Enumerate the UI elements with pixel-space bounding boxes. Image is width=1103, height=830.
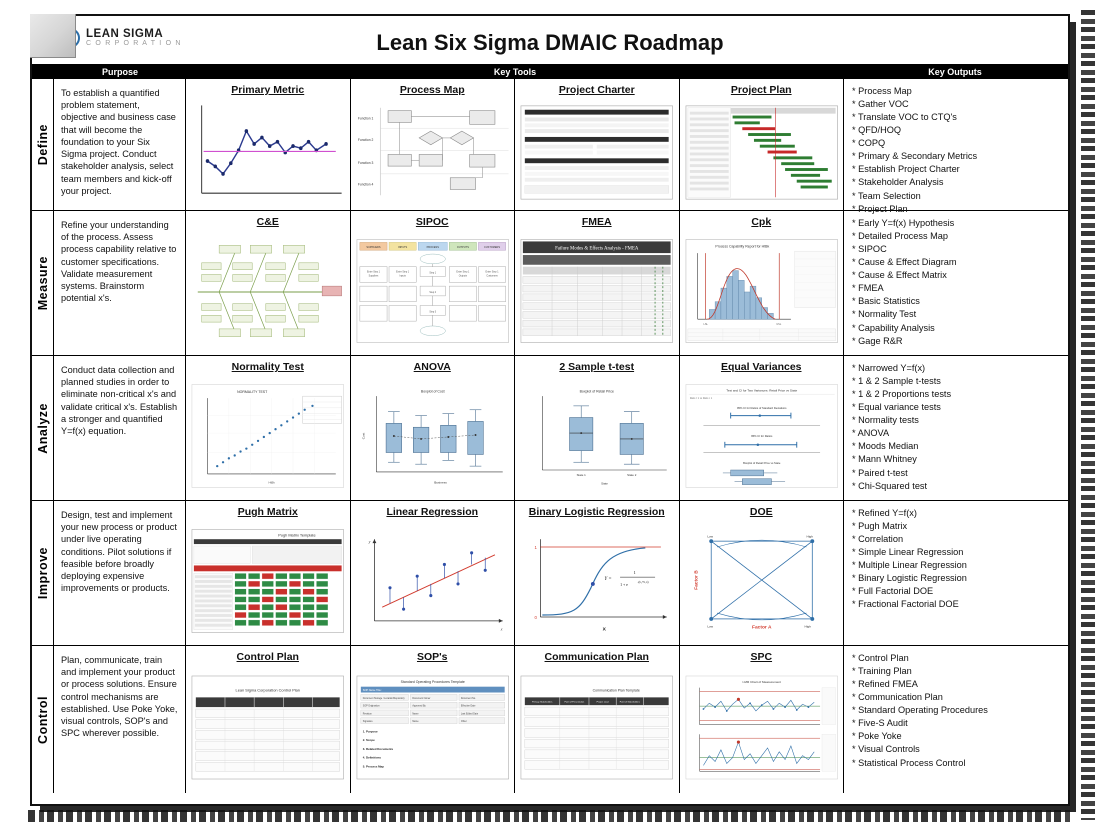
anova-boxplot	[355, 376, 511, 496]
svg-text:Document Owner: Document Owner	[411, 697, 430, 700]
svg-text:State: State	[601, 481, 608, 486]
svg-text:Enter Step 1: Enter Step 1	[485, 271, 499, 274]
logo-subtitle: C O R P O R A T I O N	[86, 40, 182, 48]
output-item: * QFD/HOQ	[852, 125, 902, 136]
tool-cpk[interactable]	[680, 211, 845, 355]
output-item: * Cause & Effect Diagram	[852, 257, 957, 268]
svg-text:Function 1: Function 1	[357, 116, 373, 121]
svg-text:Primary Stakeholders: Primary Stakeholders	[532, 701, 553, 704]
project-plan-gantt	[684, 99, 840, 206]
output-item: * Process Map	[852, 86, 912, 96]
svg-text:USL: USL	[775, 323, 781, 327]
tool-title: Pugh Matrix	[237, 506, 298, 518]
output-item: * Pugh Matrix	[852, 521, 908, 532]
tool-title: SOP's	[416, 651, 448, 663]
linear-regression-plot	[355, 521, 511, 641]
svg-text:Step 1: Step 1	[428, 272, 436, 275]
tool-title: 2 Sample t-test	[559, 361, 635, 373]
tool-pugh-matrix[interactable]	[186, 501, 351, 645]
equal-variances-report	[684, 376, 840, 496]
output-item: * Narrowed Y=f(x)	[852, 363, 926, 373]
column-header-key-tools: Key Tools	[493, 66, 537, 77]
svg-text:Process Capability Report for: Process Capability Report for HtBk	[714, 244, 769, 249]
output-item: * Standard Operating Procedures	[852, 705, 988, 716]
svg-text:1 + e: 1 + e	[620, 582, 628, 587]
phase-label-analyze: Analyze	[32, 356, 54, 500]
output-item: * Normality tests	[852, 415, 919, 426]
tool-title: C&E	[256, 216, 279, 228]
tool-anova[interactable]	[351, 356, 516, 500]
column-header-purpose: Purpose	[101, 66, 138, 77]
output-item: * Statistical Process Control	[852, 757, 966, 768]
tool-title: Process Map	[399, 84, 465, 96]
output-item: * Simple Linear Regression	[852, 547, 964, 558]
output-item: * Equal variance tests	[852, 402, 941, 413]
output-item: * Early Y=f(x) Hypothesis	[852, 218, 955, 228]
tool-primary-metric[interactable]	[186, 79, 351, 210]
tool-control-plan[interactable]	[186, 646, 351, 793]
tool-communication-plan[interactable]	[515, 646, 680, 793]
svg-text:Communication Plan Template: Communication Plan Template	[592, 688, 640, 693]
output-item: * Detailed Process Map	[852, 231, 949, 242]
tool-project-plan[interactable]	[680, 79, 845, 210]
svg-text:OUTPUTS: OUTPUTS	[456, 245, 469, 249]
svg-text:Point of Stakeholders: Point of Stakeholders	[619, 701, 640, 704]
svg-text:Other: Other	[460, 721, 467, 724]
output-item: * Full Factorial DOE	[852, 586, 934, 597]
svg-text:Ratio = 1 vs Ratio ≠ 1: Ratio = 1 vs Ratio ≠ 1	[689, 398, 712, 401]
logo-title: LEAN SIGMA	[86, 28, 164, 41]
svg-text:1. Purpose: 1. Purpose	[362, 729, 378, 734]
svg-text:Outputs: Outputs	[458, 275, 467, 278]
svg-text:Business: Business	[433, 480, 447, 485]
output-item: * Team Selection	[852, 190, 921, 201]
normality-probability-plot	[190, 376, 346, 496]
tool-title: SPC	[750, 651, 773, 663]
output-item: * Translate VOC to CTQ's	[852, 112, 957, 123]
tool-title: Binary Logistic Regression	[528, 506, 665, 518]
tool-title: Communication Plan	[544, 651, 649, 663]
tool-title: Linear Regression	[386, 506, 479, 518]
output-item: * Primary & Secondary Metrics	[852, 151, 978, 162]
tool-title: Equal Variances	[720, 361, 802, 373]
output-item: * Refined Y=f(x)	[852, 508, 917, 518]
output-item: * Gather VOC	[852, 99, 909, 110]
svg-text:Signature: Signature	[362, 721, 373, 724]
svg-text:Document No.: Document No.	[460, 697, 476, 700]
svg-text:High: High	[804, 624, 811, 629]
svg-text:Test and CI for Two Variances:: Test and CI for Two Variances: Retail Price vs State	[725, 388, 797, 393]
svg-text:Cost: Cost	[361, 432, 366, 440]
outputs-analyze	[844, 356, 1066, 500]
doe-cube-plot	[684, 521, 840, 641]
output-item: * COPQ	[852, 138, 886, 149]
svg-text:HtBk: HtBk	[268, 480, 275, 485]
tool-title: Normality Test	[231, 361, 304, 373]
roadmap-row-analyze	[32, 356, 1068, 501]
output-item: * 1 & 2 Proportions tests	[852, 389, 952, 400]
spc-imr-chart	[684, 666, 840, 789]
output-item: * Capability Analysis	[852, 322, 935, 333]
output-item: * Multiple Linear Regression	[852, 560, 967, 571]
logistic-curve-plot	[519, 521, 675, 641]
torn-edge-right	[1081, 10, 1095, 820]
output-item: * SIPOC	[852, 244, 887, 255]
output-item: * Moods Median	[852, 441, 919, 452]
output-item: * Establish Project Charter	[852, 164, 960, 175]
outputs-control	[844, 646, 1066, 793]
output-item: * Chi-Squared test	[852, 480, 928, 491]
purpose-analyze: Conduct data collection and planned studies in order to eliminate non-critical x's and validate critical x's. Establish a stronger and quantified Y=f(x) equation.	[54, 356, 186, 500]
phase-label-improve: Improve	[32, 501, 54, 645]
svg-text:Boxplot of Cost: Boxplot of Cost	[420, 389, 445, 394]
tool-title: FMEA	[581, 216, 612, 228]
roadmap-sheet	[30, 14, 1070, 806]
output-item: * Gage R&R	[852, 335, 903, 346]
tool-spc[interactable]	[680, 646, 845, 793]
svg-text:Low: Low	[706, 624, 713, 629]
svg-text:Enter Step 1: Enter Step 1	[395, 271, 409, 274]
project-charter-doc	[519, 99, 675, 206]
page-corner-fold	[30, 14, 76, 58]
output-item: * ANOVA	[852, 428, 890, 439]
svg-text:Enter Step 1: Enter Step 1	[366, 271, 380, 274]
tool-doe[interactable]	[680, 501, 845, 645]
roadmap-row-improve	[32, 501, 1068, 646]
tool-title: Primary Metric	[231, 84, 305, 96]
svg-text:State 2: State 2	[627, 472, 637, 477]
cpk-capability-report	[684, 231, 840, 351]
purpose-measure: Refine your understanding of the process. Assess process capability relative to customer specifications. Validate measurement systems. Brainstorm potential x's.	[54, 211, 186, 355]
tool-equal-variances[interactable]	[680, 356, 845, 500]
svg-text:x: x	[500, 627, 503, 632]
svg-text:0: 0	[534, 614, 537, 620]
tool-sops[interactable]	[351, 646, 516, 793]
roadmap-row-define	[32, 79, 1068, 214]
svg-text:INPUTS: INPUTS	[397, 245, 407, 249]
tool-title: Project Plan	[730, 84, 792, 96]
output-item: * 1 & 2 Sample t-tests	[852, 376, 941, 387]
communication-plan-doc	[519, 666, 675, 789]
phase-label-define: Define	[32, 79, 54, 210]
header	[32, 16, 1068, 64]
output-item: * Five-S Audit	[852, 718, 908, 729]
roadmap-row-measure	[32, 211, 1068, 356]
svg-text:Inputs: Inputs	[398, 275, 406, 278]
column-header-key-outputs: Key Outputs	[928, 66, 982, 77]
pugh-matrix-table	[190, 521, 346, 641]
primary-metric-chart	[190, 99, 346, 206]
svg-text:Step 2: Step 2	[428, 291, 436, 294]
svg-text:Lean Sigma Corporation Control: Lean Sigma Corporation Control Plan	[235, 687, 300, 693]
svg-text:Standard Operating Procedures: Standard Operating Procedures Template	[400, 679, 465, 684]
svg-text:High: High	[805, 534, 813, 539]
output-item: * Fractional Factorial DOE	[852, 599, 959, 610]
output-item: * Binary Logistic Regression	[852, 573, 967, 584]
svg-text:Factor A: Factor A	[751, 625, 771, 631]
output-item: * Correlation	[852, 534, 904, 545]
svg-text:Revision: Revision	[362, 713, 372, 716]
tool-title: ANOVA	[413, 361, 451, 373]
svg-text:-(b₀+b₁x): -(b₀+b₁x)	[637, 579, 649, 584]
output-item: * Visual Controls	[852, 744, 920, 755]
tool-cause-and-effect[interactable]	[186, 211, 351, 355]
svg-text:State 1: State 1	[576, 472, 586, 477]
svg-text:I-MR Chart of Measurement: I-MR Chart of Measurement	[741, 679, 781, 684]
output-item: * Mann Whitney	[852, 454, 917, 465]
tool-fmea[interactable]	[515, 211, 680, 355]
svg-text:Failure Modes & Effects Analys: Failure Modes & Effects Analysis - FMEA	[555, 246, 639, 252]
svg-text:Suppliers: Suppliers	[368, 275, 378, 278]
tool-title: SIPOC	[415, 216, 449, 228]
output-item: * Project Plan	[852, 203, 908, 214]
svg-text:Last Edited Date: Last Edited Date	[460, 713, 478, 716]
output-item: * Training Plan	[852, 666, 912, 677]
svg-text:X: X	[602, 627, 606, 633]
process-map-diagram	[355, 99, 511, 206]
svg-text:Point of Presentation: Point of Presentation	[564, 701, 585, 704]
svg-text:SOP Name Title:: SOP Name Title:	[362, 689, 381, 693]
sop-template-doc	[355, 666, 511, 789]
svg-text:Y =: Y =	[604, 577, 612, 583]
lean-sigma-logo	[60, 28, 182, 48]
svg-text:1: 1	[534, 544, 537, 550]
roadmap-row-control	[32, 646, 1068, 793]
output-item: * Stakeholder Analysis	[852, 177, 944, 188]
svg-text:y: y	[368, 540, 370, 545]
svg-text:Enter Step 1: Enter Step 1	[455, 271, 469, 274]
svg-text:NORMALITY TEST: NORMALITY TEST	[237, 390, 268, 395]
svg-text:Function 3: Function 3	[357, 161, 373, 166]
tool-title: Project Charter	[558, 84, 635, 96]
svg-text:Factor B: Factor B	[694, 570, 700, 590]
svg-text:Name: Name	[411, 721, 419, 724]
control-plan-doc	[190, 666, 346, 789]
svg-text:4. Definitions: 4. Definitions	[362, 755, 381, 760]
svg-text:Pugh Matrix Template: Pugh Matrix Template	[278, 532, 316, 538]
outputs-improve	[844, 501, 1066, 645]
phase-label-measure: Measure	[32, 211, 54, 355]
tool-normality-test[interactable]	[186, 356, 351, 500]
svg-text:1: 1	[633, 570, 636, 576]
svg-text:SOP Origination: SOP Origination	[362, 705, 380, 708]
roadmap-grid	[32, 78, 1068, 793]
svg-text:Effective Date: Effective Date	[460, 705, 475, 708]
two-sample-t-test-boxplot	[519, 376, 675, 496]
svg-text:Function 2: Function 2	[357, 137, 373, 142]
tool-sipoc[interactable]	[351, 211, 516, 355]
tool-2-sample-t-test[interactable]	[515, 356, 680, 500]
svg-text:CUSTOMERS: CUSTOMERS	[483, 245, 500, 249]
tool-binary-logistic-regression[interactable]	[515, 501, 680, 645]
svg-text:LSL: LSL	[702, 323, 708, 327]
outputs-measure	[844, 211, 1066, 355]
output-item: * Normality Test	[852, 309, 917, 320]
tool-title: Control Plan	[236, 651, 299, 663]
outputs-define	[844, 79, 1066, 214]
tool-process-map[interactable]	[351, 79, 516, 210]
purpose-define: To establish a quantified problem statement, objective and business case that will become the foundation to your Six Sigma project. Conduct stakeholder analysis, select team members and kick-off your project.	[54, 79, 186, 210]
output-item: * Refined FMEA	[852, 679, 918, 690]
svg-text:Boxplot of Retail Price vs Sta: Boxplot of Retail Price vs State	[742, 462, 780, 466]
svg-text:Name: Name	[411, 713, 419, 716]
purpose-improve: Design, test and implement your new process or product under live operating conditions. Pilot solutions if feasible before broadly deploying expensive improvements or products.	[54, 501, 186, 645]
output-item: * Paired t-test	[852, 467, 908, 478]
output-item: * Poke Yoke	[852, 731, 902, 742]
tool-project-charter[interactable]	[515, 79, 680, 210]
sipoc-table	[355, 231, 511, 351]
svg-text:Low: Low	[706, 534, 713, 539]
svg-text:5. Process Map: 5. Process Map	[362, 764, 384, 769]
purpose-control: Plan, communicate, train and implement your product or process solutions. Ensure control mechanisms are established. Use Poke Yoke, visual controls, SOP's and SPC wherever possible.	[54, 646, 186, 793]
svg-text:3. Related Documents: 3. Related Documents	[362, 746, 393, 751]
svg-text:95% CI for Ratios of Standard: 95% CI for Ratios of Standard Deviations	[736, 406, 787, 410]
svg-text:Customers: Customers	[485, 275, 498, 278]
svg-text:PROCESS: PROCESS	[426, 245, 439, 249]
svg-text:95% CI for Ratios: 95% CI for Ratios	[750, 434, 772, 438]
svg-text:Project Lead: Project Lead	[596, 701, 609, 704]
svg-text:Boxplot of Retail Price: Boxplot of Retail Price	[579, 389, 614, 394]
output-item: * Cause & Effect Matrix	[852, 270, 947, 281]
svg-text:Step 3: Step 3	[428, 311, 436, 314]
output-item: * Communication Plan	[852, 692, 943, 703]
svg-text:2. Scope: 2. Scope	[362, 738, 375, 743]
output-item: * FMEA	[852, 283, 884, 294]
fmea-table	[519, 231, 675, 351]
output-item: * Control Plan	[852, 653, 909, 663]
svg-text:Function 4: Function 4	[357, 182, 373, 187]
fishbone-diagram	[190, 231, 346, 351]
svg-text:Approved By: Approved By	[411, 705, 426, 708]
phase-label-control: Control	[32, 646, 54, 793]
tool-title: Cpk	[751, 216, 772, 228]
column-header-band	[32, 64, 1068, 78]
svg-text:SUPPLIERS: SUPPLIERS	[365, 245, 381, 249]
tool-linear-regression[interactable]	[351, 501, 516, 645]
svg-text:Document Storage / Location/Re: Document Storage / Location/Repository	[362, 697, 405, 700]
tool-title: DOE	[749, 506, 773, 518]
output-item: * Basic Statistics	[852, 296, 920, 307]
page-title: Lean Six Sigma DMAIC Roadmap	[376, 30, 724, 55]
